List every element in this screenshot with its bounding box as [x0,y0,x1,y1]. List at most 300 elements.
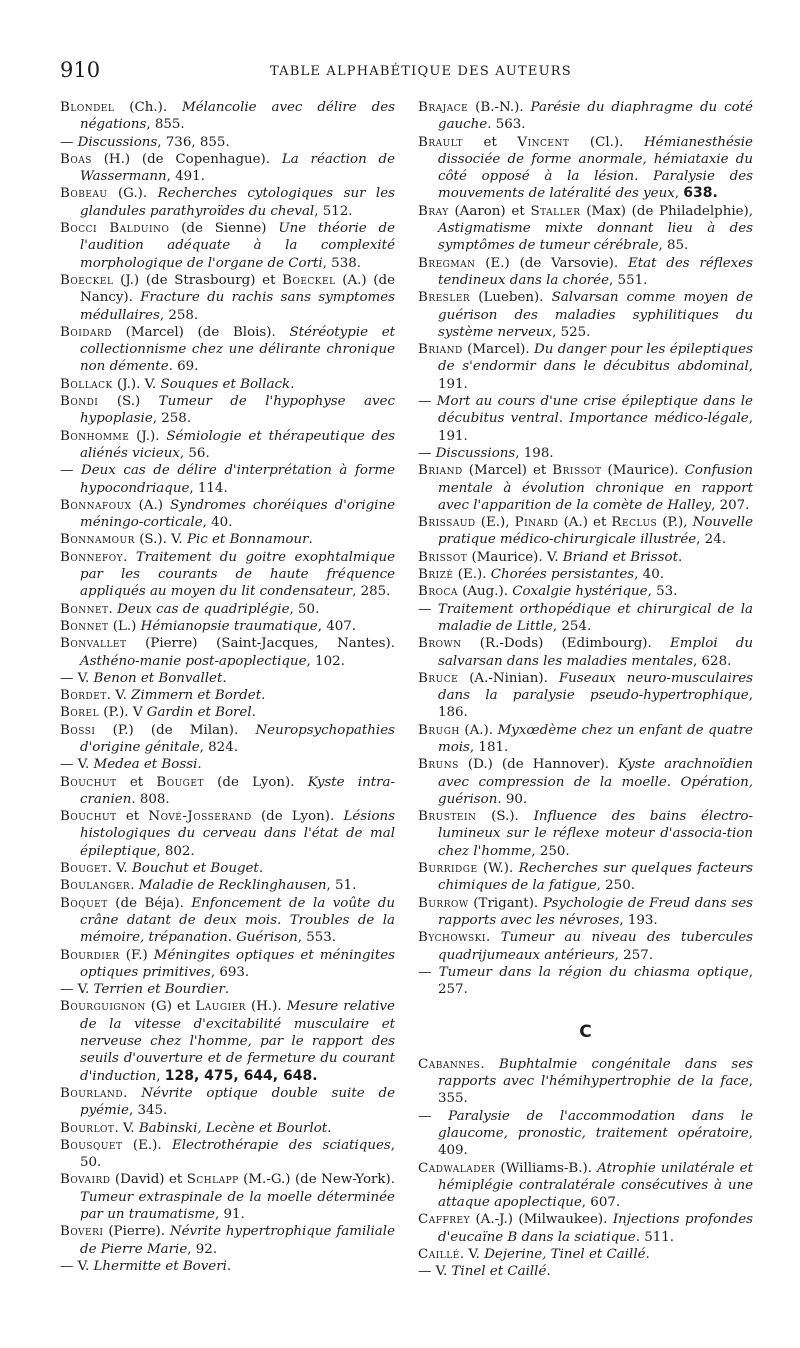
entry-text: . [123,549,136,565]
work-title: Nouvelle pratique médico-chirurgicale illustrée [438,515,754,548]
work-title: Recherches cytologiques sur les glandules parathyroïdes du cheval [80,186,395,219]
index-entry [60,756,395,773]
entry-text: , 40. [202,515,233,531]
author-name: Bonvallet [60,636,127,652]
entry-text: . [130,878,139,894]
index-entry [418,895,753,930]
work-title: La réaction de Wassermann [80,151,395,185]
index-entry [60,99,395,134]
work-title: Benon et Bonvallet [93,670,223,686]
author-name: Blondel [60,100,115,115]
entry-text: (H.) (de Copenhague). [91,151,282,167]
entry-text: (S.) [98,394,159,410]
author-name: Boeckel [282,272,336,288]
work-title: Coxalgie hystérique [512,584,648,600]
entry-text: — [418,1108,449,1124]
index-entry [60,1171,395,1223]
entry-text: — V. [418,1264,452,1280]
author-name: Boulanger [60,878,131,894]
entry-text: . [485,930,501,946]
index-entry [60,272,395,324]
author-name: Caffrey [418,1212,471,1228]
index-entry [418,462,753,514]
entry-text: et [462,134,518,150]
index-entry [418,203,753,255]
entry-text: (Pierre) (Saint-Jacques, Nantes). [126,636,395,652]
index-entry [60,704,395,721]
work-title: Kyste arachnoïdien avec compression de la moelle. Opération, guérison [438,757,753,807]
entry-text: (B.-N.). [468,100,531,115]
author-name: Bourguignon [60,999,146,1015]
author-name: Bouget [156,774,204,790]
index-column-left [60,99,395,1275]
entry-text: — V. [60,982,94,998]
author-name: Boeckel [60,272,114,288]
entry-text: . 90. [497,791,528,807]
author-name: Bollack [60,376,113,392]
entry-text: , 491. [166,169,205,185]
work-title: Confusion mentale à évolution chronique en rapport avec l'apparition de la comète de Halley [438,463,753,513]
work-title: Souques et Bollack [160,376,291,392]
index-entry [60,635,395,670]
index-entry [60,981,395,998]
entry-text: (Marcel) et [462,463,553,479]
entry-text: . [546,1264,551,1280]
index-entry [60,393,395,428]
author-name: Boas [60,151,92,167]
work-title: Tumeur de l'hypophyse avec hypoplasie [80,394,395,427]
index-entry [60,1258,395,1275]
entry-text: , [674,186,684,202]
entry-text: , 345. [128,1103,168,1119]
author-name: Bregman [418,255,476,271]
author-name: Brustein [418,809,477,825]
author-name: Borel [60,705,100,721]
author-name: Bordet [60,688,107,704]
entry-text: — [418,601,438,617]
entry-text: , 40. [634,567,664,583]
entry-text: . [222,670,227,686]
index-entry [60,549,395,601]
entry-text: , 257. [438,964,753,998]
author-name: Briand [418,463,463,479]
author-name: Bychowski [418,930,486,946]
author-name: Bonnet [60,601,109,617]
entry-text: , 50. [80,1137,395,1171]
index-entry [60,1223,395,1258]
index-entry [418,1211,753,1246]
index-entry [60,722,395,757]
entry-text: . V. [114,1120,139,1136]
author-name: Broca [418,584,458,600]
index-entry [418,1160,753,1212]
entry-text: et [116,809,149,825]
entry-text: (de Béja). [107,895,192,911]
entry-text: , 191. [438,359,753,392]
index-entry [60,462,395,497]
entry-text: (Cl.). [569,134,644,150]
entry-text: — V. [60,670,94,686]
entry-text: (Aaron) et [448,203,531,219]
entry-text: (Marcel). [462,342,535,358]
work-title: Psychologie de Freud dans ses rapports avec les névroses [438,895,753,928]
work-title: Babinski, Lecène et Bourlot [138,1120,328,1136]
entry-text: , 186. [438,688,753,721]
work-title: Neuropsychopathies d'origine génitale [80,722,395,755]
entry-text: , 50. [289,601,320,617]
entry-text: . [290,376,295,392]
author-name: Bonnefoy [60,549,124,565]
author-name: Laugier [195,999,246,1015]
index-entry [418,393,753,445]
index-entry [418,670,753,722]
entry-text: , 628. [693,653,732,669]
entry-text: (J.) (de Strasbourg) et [113,272,283,288]
entry-text: — V. [60,1258,94,1274]
author-name: Brajace [418,100,469,115]
entry-text: , 102. [306,653,345,669]
entry-text: , 285. [352,584,391,600]
entry-text: (F.) [119,947,154,963]
index-entry [418,583,753,600]
entry-text: et [116,774,157,790]
work-title: Maladie de Recklinghausen [138,878,327,894]
work-title: Emploi du salvarsan dans les maladies mentales [438,636,753,669]
work-title: Kyste intra-cranien [80,774,395,807]
entry-text: (Max) (de Philadelphie), [580,203,754,219]
work-title: Fuseaux neuro-musculaires dans la paralysie pseudo-hypertrophique [438,670,754,704]
work-title: Tumeur extraspinale de la moelle déterminée par un traumatisme [80,1189,395,1222]
work-title: Syndromes choréiques d'origine méningo-corticale [80,497,396,531]
index-entry [60,185,395,220]
author-name: Bourlot [60,1120,115,1136]
work-title: Tumeur dans la région du chiasma optique [438,964,749,980]
author-name: Bondi [60,394,99,410]
entry-text: . [123,1085,142,1101]
work-title: Asthéno-manie post-apoplectique [80,653,307,669]
index-entry [418,808,753,860]
index-entry [418,860,753,895]
entry-text: (D.) (de Hannover). [458,757,619,773]
entry-text: (de Lyon). [251,809,344,825]
entry-text: (M.-G.) (de New-York). [238,1172,395,1188]
running-head: TABLE ALPHABÉTIQUE DES AUTEURS [270,64,572,79]
index-entry [60,808,395,860]
entry-text: (Lueben). [470,290,552,306]
author-name: Burridge [418,861,478,877]
work-title: Stéréotypie et collectionnisme chez une délirante chronique non démente [80,324,395,375]
author-name: Bonnafoux [60,497,132,513]
work-title: Sémiologie et thérapeutique des aliénés vicieux [80,428,395,461]
author-name: Bocci Balduino [60,221,170,237]
entry-text: , 802. [156,843,195,859]
work-title: Lésions histologiques du cerveau dans l'état de mal épileptique [80,809,395,859]
entry-text: . 808. [131,791,170,807]
entry-text: (R.-Dods) (Edimbourg). [461,636,670,652]
page-reference-bold: 128, 475, 644, 648. [164,1067,318,1084]
work-title: Mélancolie avec délire des négations [80,100,395,133]
author-name: Bobeau [60,186,108,202]
entry-text: (Maurice). [601,463,685,479]
entry-text: . [226,1258,232,1274]
entry-text: (P.), [657,515,693,531]
work-title: Deux cas de délire d'interprétation à forme hypocondriaque [80,463,395,496]
entry-text: . 69. [168,359,199,375]
entry-text: (Ch.). [114,100,182,115]
index-entry [418,289,753,341]
author-name: Brizé [418,567,454,583]
author-name: Bouget [60,861,108,877]
entry-text: (A.) (de Nancy). [80,272,396,306]
section-heading-c: C [579,1022,592,1043]
author-name: Bossi [60,722,96,738]
right-entries [418,99,753,998]
entry-text: , [156,1068,165,1084]
work-title: Dejerine, Tinel et Caillé [484,1247,646,1262]
entry-text: (P.). V [99,705,147,721]
index-entry [418,756,753,808]
work-title: Parésie du diaphragme du coté gauche [438,100,753,133]
entry-text: (J.). [129,428,167,444]
author-name: Reclus [611,515,658,531]
index-entry [418,566,753,583]
work-title: Méningites optiques et méningites optiques primitives [80,947,396,980]
index-entry [60,151,395,186]
entry-text: , 114. [189,480,228,496]
index-entry [60,1085,395,1120]
index-entry [418,134,753,203]
work-title: Hémianesthésie dissociée de forme anormale, hémiataxie du côté opposé à la lésion. Paralysie des mouvements de latéralité des yeux [438,134,753,202]
entry-text: , 525. [552,324,591,340]
author-name: Bourland [60,1085,124,1101]
entry-text: , 512. [314,203,353,219]
entry-text: (G) et [145,999,196,1015]
work-title: Une théorie de l'audition adéquate à la complexité morphologique de l'organe de Corti [80,221,395,271]
entry-text: (Williams-B.). [495,1160,598,1176]
work-title: Enfoncement de la voûte du crâne datant de deux mois. Troubles de la mémoire, trépanation. Guérison [80,895,395,946]
entry-text: , 254. [552,618,592,634]
entry-text: . [677,549,683,565]
entry-text: (G.). [107,186,158,202]
entry-text: , 191. [438,411,753,444]
entry-text: (E.) (de Varsovie). [475,255,628,271]
section-c-entries [418,1056,753,1281]
work-title: Salvarsan comme moyen de guérison des maladies syphilitiques du système nerveux [438,290,753,340]
index-entry [418,549,753,566]
entry-text: , 250. [531,843,570,859]
entry-text: — [418,394,437,410]
entry-text: . [308,532,313,548]
entry-text: , 53. [647,584,678,600]
entry-text: (P.) (de Milan). [95,722,256,738]
author-name: Bousquet [60,1137,123,1153]
author-name: Vincent [517,134,570,150]
entry-text: (E.). [122,1137,172,1153]
author-name: Burrow [418,895,469,911]
entry-text: , 198. [515,445,554,461]
entry-text: , 355. [438,1074,753,1107]
entry-text: , 85. [658,238,689,254]
index-entry [60,134,395,151]
index-entry [60,618,395,635]
entry-text: , 538. [322,255,361,271]
index-entry [60,947,395,982]
work-title: Mesure relative de la vitesse d'excitabilité musculaire et nerveuse chez l'homme, par le rapport des seuils d'ouverture et de fermeture du courant d'induction [80,999,395,1084]
entry-text: , 693. [210,964,250,980]
entry-text: , 736, 855. [157,134,230,150]
entry-text: , 407. [317,618,357,634]
author-name: Bruce [418,670,459,686]
entry-text: . [258,861,264,877]
work-title: Etat des réflexes tendineux dans la chorée [438,255,753,288]
index-entry [60,877,395,894]
author-name: Boveri [60,1224,104,1240]
entry-text: , 207. [711,497,750,513]
author-name: Brault [418,134,463,150]
author-name: Bourdier [60,947,120,963]
entry-text: (A.-J.) (Milwaukee). [470,1212,613,1228]
index-entry [60,1120,395,1137]
index-entry [60,774,395,809]
entry-text: , 607. [581,1195,621,1211]
work-title: Névrite optique double suite de pyémie [80,1085,396,1119]
entry-text: (S.). V. [134,532,187,548]
work-title: Bouchut et Bouget [131,861,259,877]
entry-text: (David) et [110,1172,187,1188]
entry-text: . [224,982,230,998]
index-entry [60,376,395,393]
work-title: Tinel et Caillé [451,1264,547,1280]
entry-text: (E.), [475,515,515,531]
page-reference-bold: 638. [683,185,718,202]
entry-text: (E.). [453,567,491,583]
index-entry [418,341,753,393]
index-entry [418,1108,753,1160]
entry-text: . [480,1056,499,1072]
entry-text: . [197,757,202,773]
index-entry [60,687,395,704]
work-title: Atrophie unilatérale et hémiplégie contralatérale consécutives à une attaque apoplectique [438,1160,753,1211]
entry-text: . [108,601,118,617]
author-name: Schlapp [186,1172,239,1188]
author-name: Bouchut [60,809,117,825]
author-name: Brissot [552,463,602,479]
author-name: Briand [418,342,463,358]
work-title: Mort au cours d'une crise épileptique dans le décubitus ventral. Importance médico-légale [436,394,753,427]
work-title: Terrien et Bourdier [93,982,225,998]
entry-text: , 181. [469,739,509,755]
author-name: Bonnet [60,618,109,634]
author-name: Bonnamour [60,532,135,548]
work-title: Discussions [435,445,516,461]
entry-text: . [645,1247,650,1262]
entry-text: , 258. [159,307,199,323]
index-entry [60,497,395,532]
work-title: Briand et Brissot [562,549,678,565]
entry-text: , 51. [326,878,357,894]
author-name: Pinard [514,515,559,531]
entry-text: (H.). [245,999,287,1015]
author-name: Brugh [418,722,460,738]
index-entry [60,601,395,618]
index-entry [418,1263,753,1280]
author-name: Bonhomme [60,428,130,444]
index-entry [60,1137,395,1172]
index-entry [418,514,753,549]
entry-text: , 193. [619,912,658,928]
entry-text: — [418,445,436,461]
work-title: Traitement orthopédique et chirurgical de la maladie de Little [437,601,753,634]
index-entry [418,722,753,757]
index-entry [60,428,395,463]
author-name: Cadwalader [418,1160,496,1176]
work-title: Buphtalmie congénitale dans ses rapports avec l'hémihypertrophie de la face [438,1056,753,1090]
author-name: Boquet [60,895,108,911]
work-title: Du danger pour les épileptiques de s'endormir dans le décubitus abdominal [438,342,753,375]
work-title: Deux cas de quadriplégie [117,601,290,617]
author-name: Brissot [418,549,468,565]
entry-text: , 553. [297,930,337,946]
index-entry [418,635,753,670]
entry-text: , 824. [199,739,238,755]
work-title: Pic et Bonnamour [186,532,309,548]
work-title: Discussions [77,134,158,150]
entry-text: (J.). V. [112,376,161,392]
entry-text: (Pierre). [103,1224,170,1240]
author-name: Brissaud [418,515,476,531]
work-title: Hémianopsie traumatique [140,618,318,634]
entry-text: , 551. [609,272,648,288]
work-title: Recherches sur quelques facteurs chimiques de la fatigue [438,861,753,894]
index-entry [418,99,753,134]
index-entry [60,324,395,376]
work-title: Fracture du rachis sans symptomes médullaires [80,290,395,323]
author-name: Bruns [418,757,459,773]
entry-text: , 258. [152,411,192,427]
entry-text: , 92. [187,1241,218,1257]
work-title: Névrite hypertrophique familiale de Pierre Marie [80,1224,395,1257]
page-number: 910 [60,58,101,82]
entry-text: . V. [459,1247,485,1262]
work-title: Medea et Bossi [93,757,198,773]
entry-text: . [327,1120,332,1136]
author-name: Staller [530,203,581,219]
index-entry [418,929,753,964]
entry-text: (Marcel) (de Blois). [111,324,290,340]
work-title: Traitement du goitre exophtalmique par les courants de haute fréquence appliqués au moyen du lit condensateur [80,549,396,600]
entry-text: — V. [60,757,94,773]
entry-text: . [261,688,266,704]
entry-text: (Maurice). V. [467,549,563,565]
entry-text: (A.-Ninian). [458,670,559,686]
entry-text: , 250. [596,878,635,894]
author-name: Bovaird [60,1172,111,1188]
work-title: Lhermitte et Boveri [93,1258,227,1274]
index-entry [60,998,395,1084]
work-title: Influence des bains électro-lumineux sur le réflexe moteur d'associa-tion chez l'homme [438,809,753,859]
entry-text: (S.). [476,809,534,825]
index-entry [418,255,753,290]
index-entry [60,531,395,548]
index-entry [60,220,395,272]
entry-text: . V. [106,688,132,704]
entry-text: (de Lyon). [203,774,308,790]
index-entry [418,964,753,999]
entry-text: , 257. [614,947,653,963]
work-title: Injections profondes d'eucaïne B dans la sciatique [438,1212,753,1245]
entry-text: (A.) et [558,515,612,531]
index-column-right [418,99,753,1281]
